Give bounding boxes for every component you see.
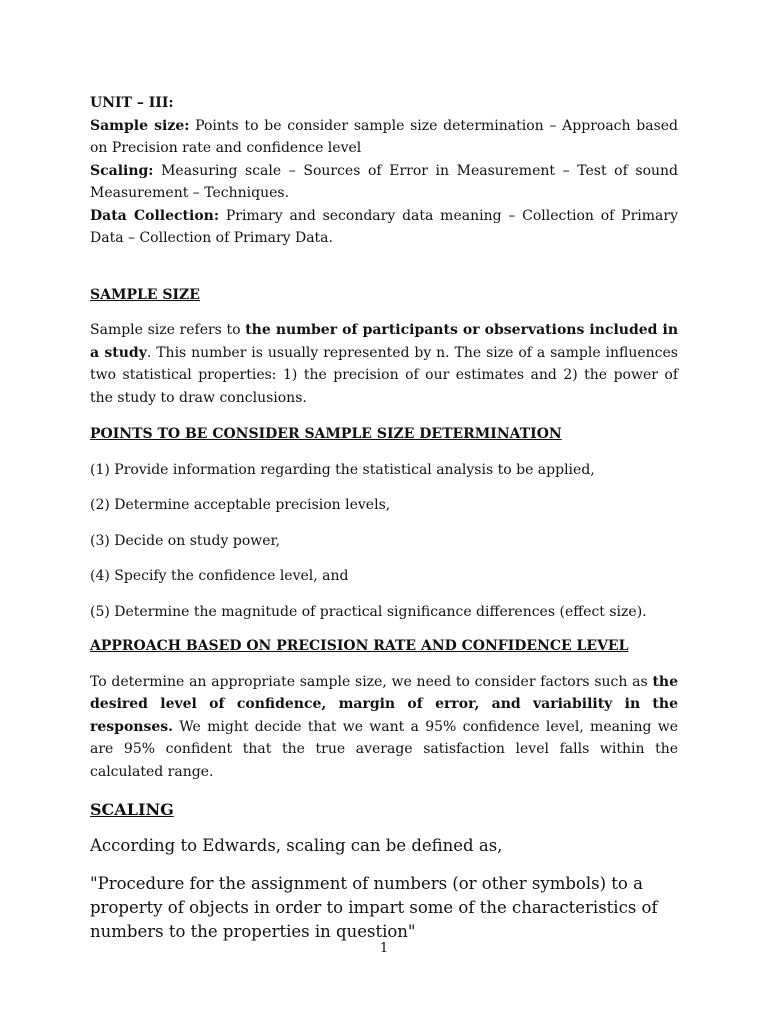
sample-size-paragraph: Sample size refers to the number of participants or observations included in a study. This number is usually represented by n. The size of a sample influences two statistical properties: 1) the precision of our estimates and 2) the power of the study to draw conclusions. xyxy=(90,322,678,406)
page-number: 1 xyxy=(379,941,389,956)
unit-line-text: Measuring scale – Sources of Error in Measurement – Test of sound Measurement – Techniques. xyxy=(90,162,678,201)
approach-heading: APPROACH BASED ON PRECISION RATE AND CONFIDENCE LEVEL xyxy=(90,638,629,654)
unit-line-scaling xyxy=(90,160,678,205)
scaling-heading: SCALING xyxy=(90,800,174,819)
scaling-quote: "Procedure for the assignment of numbers (or other symbols) to a property of objects in order to impart some of the characteristics of numbers to the properties in question" xyxy=(90,873,658,941)
unit-line-label: Scaling: xyxy=(90,162,154,179)
sample-size-heading: SAMPLE SIZE xyxy=(90,286,200,303)
points-item-3: (3) Decide on study power, xyxy=(90,532,281,549)
unit-title: UNIT – III: xyxy=(90,95,174,111)
points-item-2: (2) Determine acceptable precision levels, xyxy=(90,497,391,513)
unit-line-label: Sample size: xyxy=(90,117,190,134)
points-item-1: (1) Provide information regarding the statistical analysis to be applied, xyxy=(90,461,595,478)
unit-line-text: Points to be consider sample size determination – Approach based on Precision rate and confidence level xyxy=(90,117,679,156)
approach-paragraph: To determine an appropriate sample size, we need to consider factors such as the desired level of confidence, margin of error, and variability in the responses. We might decide that we want a 95% confidence level, meaning we are 95% confident that the true average satisfaction level falls within the calculated range. xyxy=(90,673,678,780)
unit-line-data-collection xyxy=(90,205,678,250)
points-item-5: (5) Determine the magnitude of practical significance differences (effect size). xyxy=(90,603,647,620)
points-item-4: (4) Specify the confidence level, and xyxy=(90,568,349,584)
document-page xyxy=(90,92,678,944)
unit-line-sample-size xyxy=(90,115,678,160)
unit-line-text: Primary and secondary data meaning – Collection of Primary Data – Collection of Primary Data. xyxy=(90,207,678,246)
unit-line-label: Data Collection: xyxy=(90,207,220,224)
scaling-intro: According to Edwards, scaling can be defined as, xyxy=(90,835,503,855)
points-heading: POINTS TO BE CONSIDER SAMPLE SIZE DETERMINATION xyxy=(90,426,562,442)
